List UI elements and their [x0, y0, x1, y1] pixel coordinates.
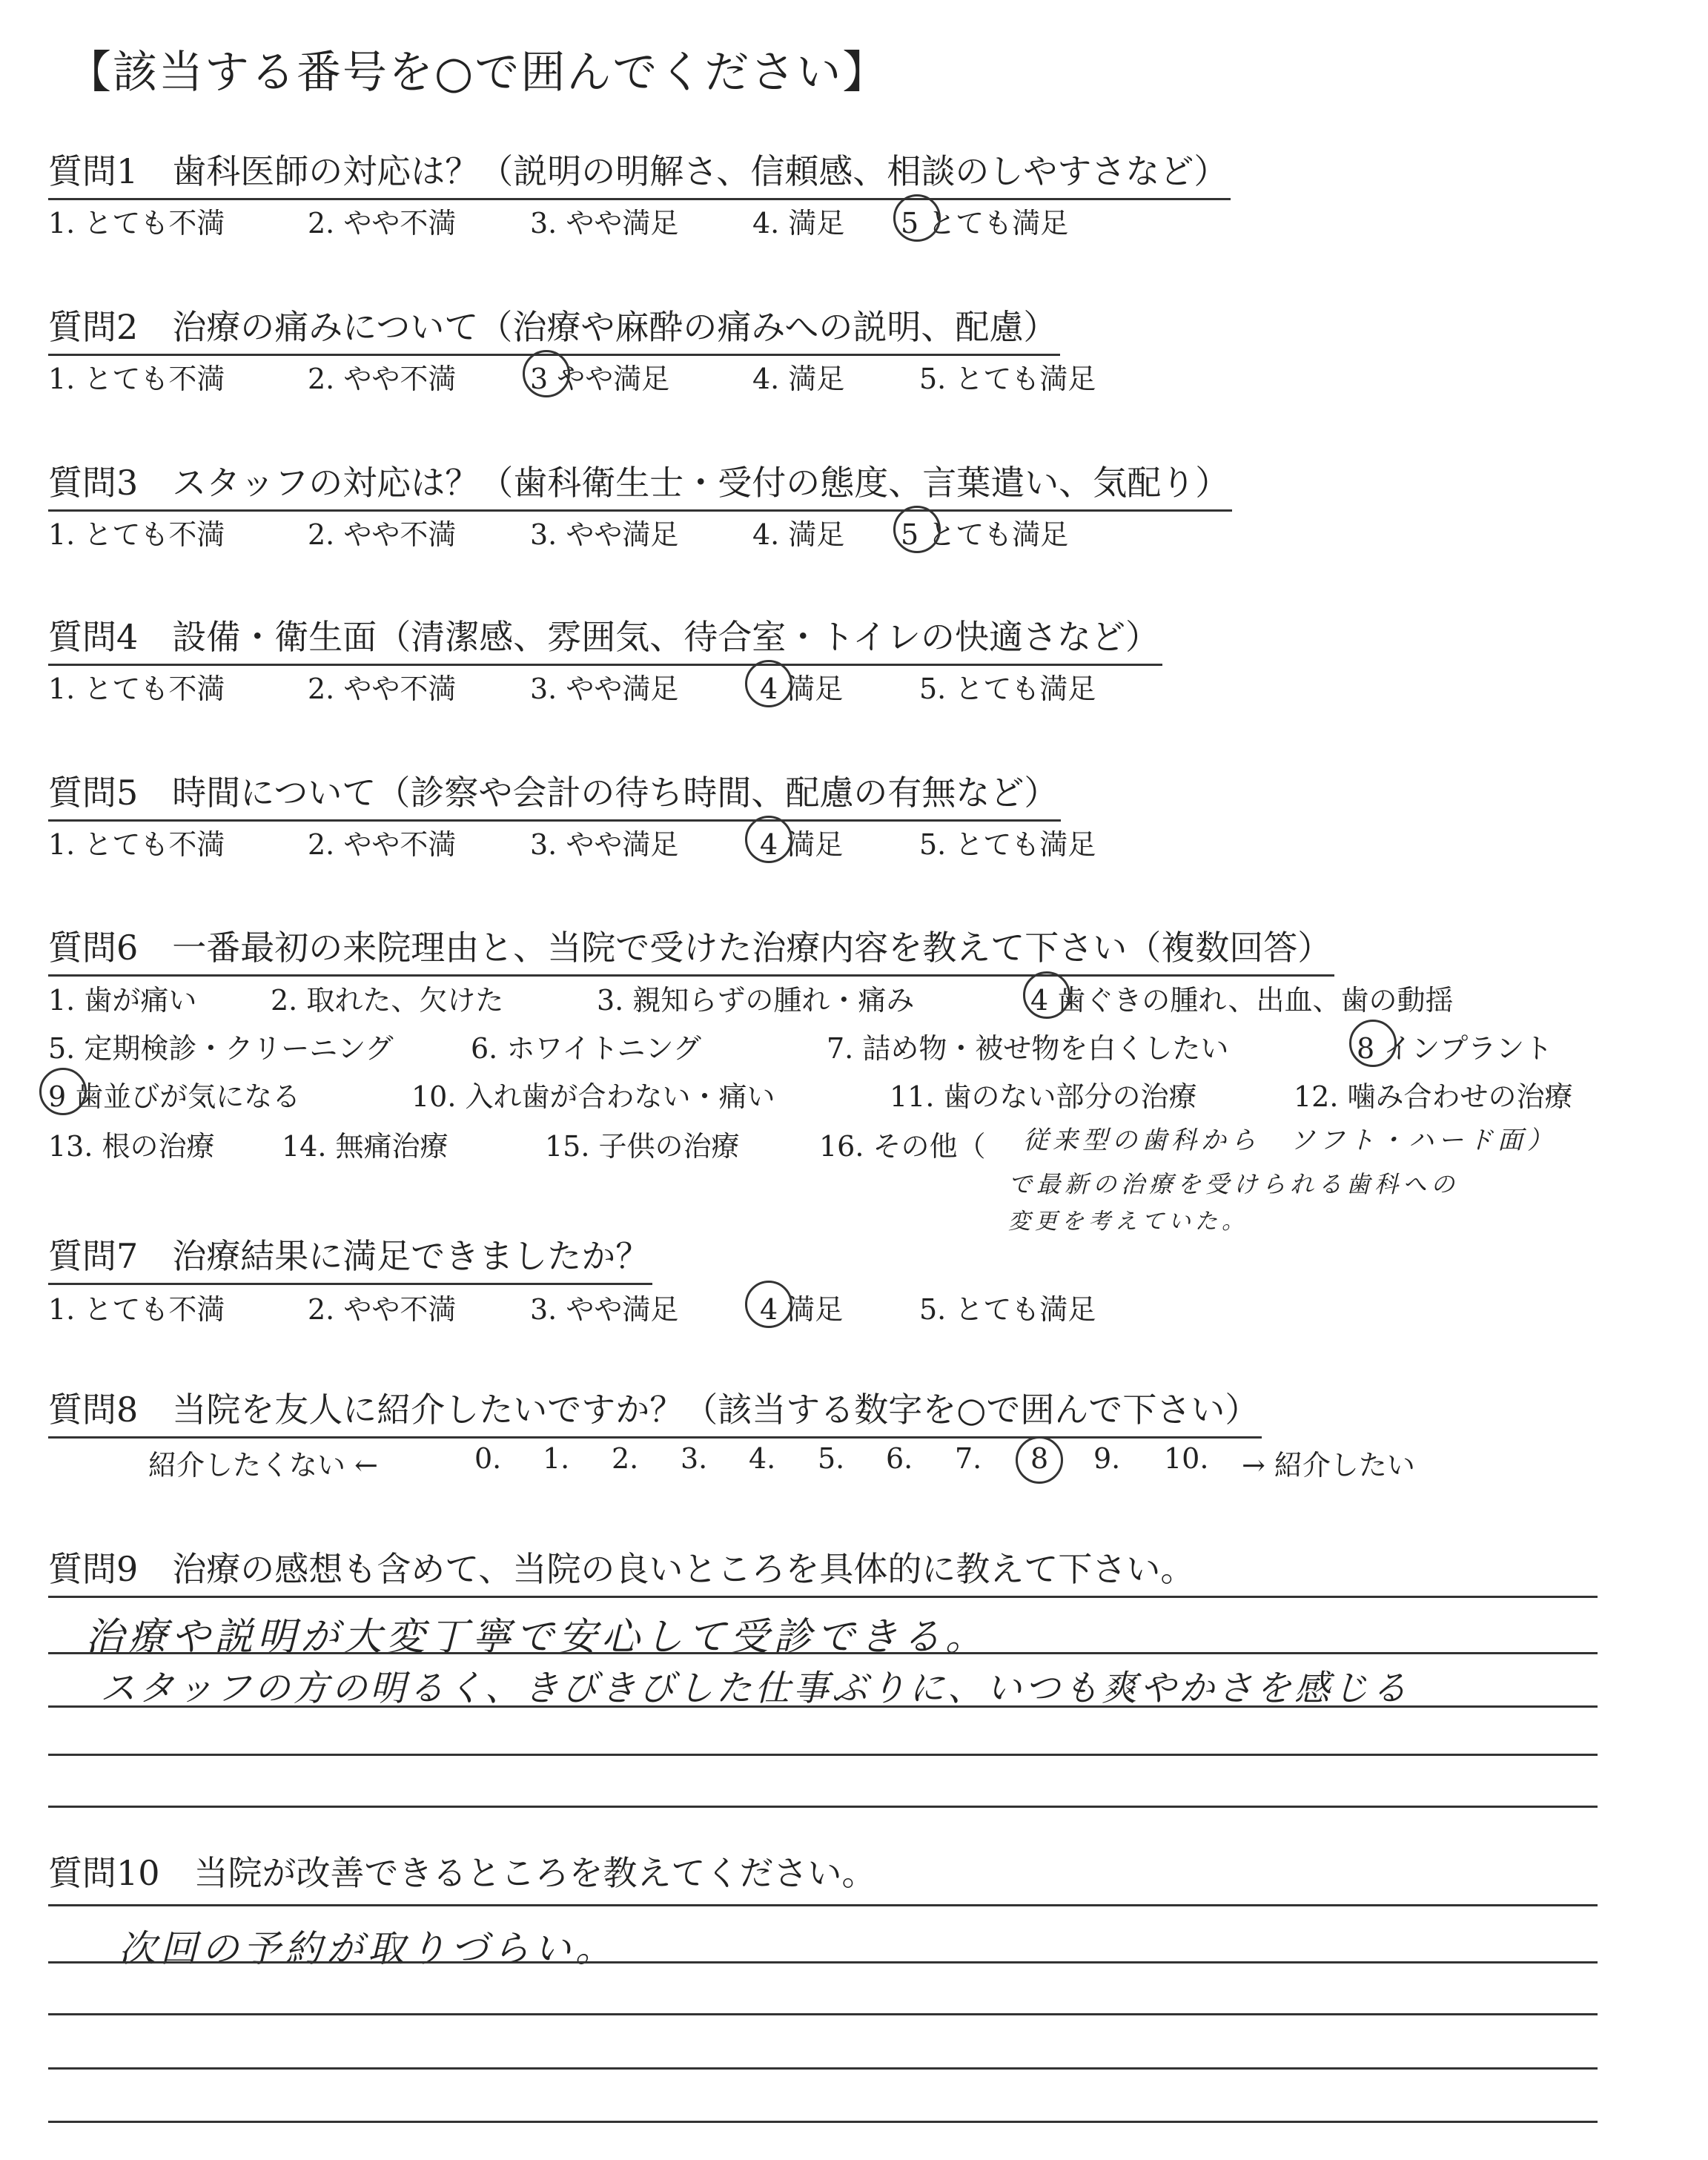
question-3-heading: 質問3 スタッフの対応は？（歯科衛生士・受付の態度、言葉遣い、気配り）	[48, 456, 1232, 512]
q1-option-5[interactable]: 5 とても満足	[901, 207, 1069, 240]
q4-option-5[interactable]: 5. とても満足	[919, 673, 1096, 705]
question-4-heading: 質問4 設備・衛生面（清潔感、雰囲気、待合室・トイレの快適さなど）	[48, 610, 1162, 666]
q5-option-3[interactable]: 3. やや満足	[530, 828, 679, 861]
q6-other-handwritten-2: で最新の治療を受けられる歯科への	[1008, 1170, 1460, 1198]
q7-option-3[interactable]: 3. やや満足	[530, 1293, 679, 1326]
q2-option-4[interactable]: 4. 満足	[752, 363, 845, 395]
q5-option-4[interactable]: 4 満足	[760, 828, 844, 861]
q6-option-1[interactable]: 1. 歯が痛い	[48, 984, 197, 1017]
q8-scale-10[interactable]: 10.	[1164, 1442, 1209, 1475]
q7-option-2[interactable]: 2. やや不満	[308, 1293, 457, 1326]
q8-scale-3[interactable]: 3.	[681, 1442, 708, 1475]
q3-option-1[interactable]: 1. とても不満	[48, 518, 225, 551]
question-5-heading: 質問5 時間について（診察や会計の待ち時間、配慮の有無など）	[48, 766, 1061, 822]
question-8-heading: 質問8 当院を友人に紹介したいですか？（該当する数字を○で囲んで下さい）	[48, 1383, 1262, 1439]
q6-option-6[interactable]: 6. ホワイトニング	[471, 1032, 701, 1065]
q6-option-4[interactable]: 4 歯ぐきの腫れ、出血、歯の動揺	[1030, 984, 1454, 1017]
answer-line	[48, 1754, 1598, 1756]
q2-option-5[interactable]: 5. とても満足	[919, 363, 1096, 395]
q4-option-2[interactable]: 2. やや不満	[308, 673, 457, 705]
q3-option-3[interactable]: 3. やや満足	[530, 518, 679, 551]
page-title: 【該当する番号を○で囲んでください】	[67, 47, 889, 99]
q4-option-1[interactable]: 1. とても不満	[48, 673, 225, 705]
q6-option-9[interactable]: 9 歯並びが気になる	[48, 1080, 301, 1113]
answer-line	[48, 2121, 1598, 2123]
q6-option-2[interactable]: 2. 取れた、欠けた	[271, 984, 504, 1017]
q4-option-3[interactable]: 3. やや満足	[530, 673, 679, 705]
answer-line	[48, 1705, 1598, 1708]
q6-option-3[interactable]: 3. 親知らずの腫れ・痛み	[597, 984, 915, 1017]
q6-other-handwritten-3: 変更を考えていた。	[1008, 1209, 1248, 1235]
q1-option-4[interactable]: 4. 満足	[752, 207, 845, 240]
q7-option-1[interactable]: 1. とても不満	[48, 1293, 225, 1326]
q6-option-8[interactable]: 8 インプラント	[1357, 1032, 1553, 1065]
answer-line	[48, 2067, 1598, 2070]
selection-circle	[523, 350, 570, 397]
question-6-heading: 質問6 一番最初の来院理由と、当院で受けた治療内容を教えて下さい（複数回答）	[48, 921, 1334, 977]
question-7-heading: 質問7 治療結果に満足できましたか？	[48, 1229, 652, 1285]
q8-scale-0[interactable]: 0.	[474, 1442, 502, 1475]
selection-circle	[745, 660, 792, 707]
q3-option-2[interactable]: 2. やや不満	[308, 518, 457, 551]
answer-line	[48, 1806, 1598, 1808]
selection-circle	[893, 194, 941, 242]
q6-option-12[interactable]: 12. 噛み合わせの治療	[1294, 1080, 1573, 1113]
q6-option-11[interactable]: 11. 歯のない部分の治療	[890, 1080, 1197, 1113]
q10-answer-line-1: 次回の予約が取りづらい。	[119, 1927, 617, 1970]
q9-answer-line-2: スタッフの方の明るく、きびきびした仕事ぶりに、いつも爽やかさを感じる	[100, 1668, 1411, 1709]
selection-circle	[893, 506, 941, 553]
q6-option-5[interactable]: 5. 定期検診・クリーニング	[48, 1032, 394, 1065]
q1-option-3[interactable]: 3. やや満足	[530, 207, 679, 240]
answer-line	[48, 1596, 1598, 1598]
q2-option-3[interactable]: 3 やや満足	[530, 363, 670, 395]
q6-option-15[interactable]: 15. 子供の治療	[545, 1130, 740, 1163]
question-1-heading: 質問1 歯科医師の対応は？（説明の明解さ、信頼感、相談のしやすさなど）	[48, 145, 1231, 200]
answer-line	[48, 1904, 1598, 1906]
q2-option-2[interactable]: 2. やや不満	[308, 363, 457, 395]
q8-scale-5[interactable]: 5.	[818, 1442, 845, 1475]
answer-line	[48, 1961, 1598, 1964]
selection-circle	[1349, 1020, 1397, 1067]
selection-circle	[745, 1281, 792, 1328]
q5-option-2[interactable]: 2. やや不満	[308, 828, 457, 861]
question-10-heading: 質問10 当院が改善できるところを教えてください。	[48, 1853, 876, 1893]
question-9-heading: 質問9 治療の感想も含めて、当院の良いところを具体的に教えて下さい。	[48, 1549, 1195, 1589]
q3-option-5[interactable]: 5 とても満足	[901, 518, 1069, 551]
selection-circle	[1023, 971, 1070, 1019]
q1-option-1[interactable]: 1. とても不満	[48, 207, 225, 240]
selection-circle	[1016, 1436, 1063, 1484]
q1-option-2[interactable]: 2. やや不満	[308, 207, 457, 240]
q6-option-16[interactable]: 16. その他（	[819, 1130, 986, 1163]
q6-option-13[interactable]: 13. 根の治療	[48, 1130, 215, 1163]
answer-line	[48, 2013, 1598, 2015]
q6-option-7[interactable]: 7. 詰め物・被せ物を白くしたい	[827, 1032, 1229, 1065]
q7-option-5[interactable]: 5. とても満足	[919, 1293, 1096, 1326]
q6-other-handwritten-1: 従来型の歯科から ソフト・ハード面）	[1023, 1126, 1557, 1155]
q8-scale-2[interactable]: 2.	[612, 1442, 639, 1475]
q6-option-10[interactable]: 10. 入れ歯が合わない・痛い	[411, 1080, 775, 1113]
q5-option-5[interactable]: 5. とても満足	[919, 828, 1096, 861]
q8-scale-6[interactable]: 6.	[886, 1442, 913, 1475]
q4-option-4[interactable]: 4 満足	[760, 673, 844, 705]
q8-scale-9[interactable]: 9.	[1093, 1442, 1121, 1475]
answer-line	[48, 1652, 1598, 1654]
selection-circle	[745, 816, 792, 863]
q8-scale-1[interactable]: 1.	[543, 1442, 570, 1475]
selection-circle	[39, 1068, 87, 1115]
q8-label-left: 紹介したくない ←	[148, 1449, 378, 1482]
q8-scale-4[interactable]: 4.	[749, 1442, 776, 1475]
q8-scale-7[interactable]: 7.	[955, 1442, 982, 1475]
q8-label-right: → 紹介したい	[1242, 1449, 1415, 1482]
q3-option-4[interactable]: 4. 満足	[752, 518, 845, 551]
q8-scale-8[interactable]: 8	[1030, 1442, 1049, 1475]
q6-option-14[interactable]: 14. 無痛治療	[282, 1130, 448, 1163]
q7-option-4[interactable]: 4 満足	[760, 1293, 844, 1326]
q2-option-1[interactable]: 1. とても不満	[48, 363, 225, 395]
q9-answer-line-1: 治療や説明が大変丁寧で安心して受診できる。	[85, 1615, 989, 1659]
q5-option-1[interactable]: 1. とても不満	[48, 828, 225, 861]
question-2-heading: 質問2 治療の痛みについて（治療や麻酔の痛みへの説明、配慮）	[48, 300, 1060, 356]
